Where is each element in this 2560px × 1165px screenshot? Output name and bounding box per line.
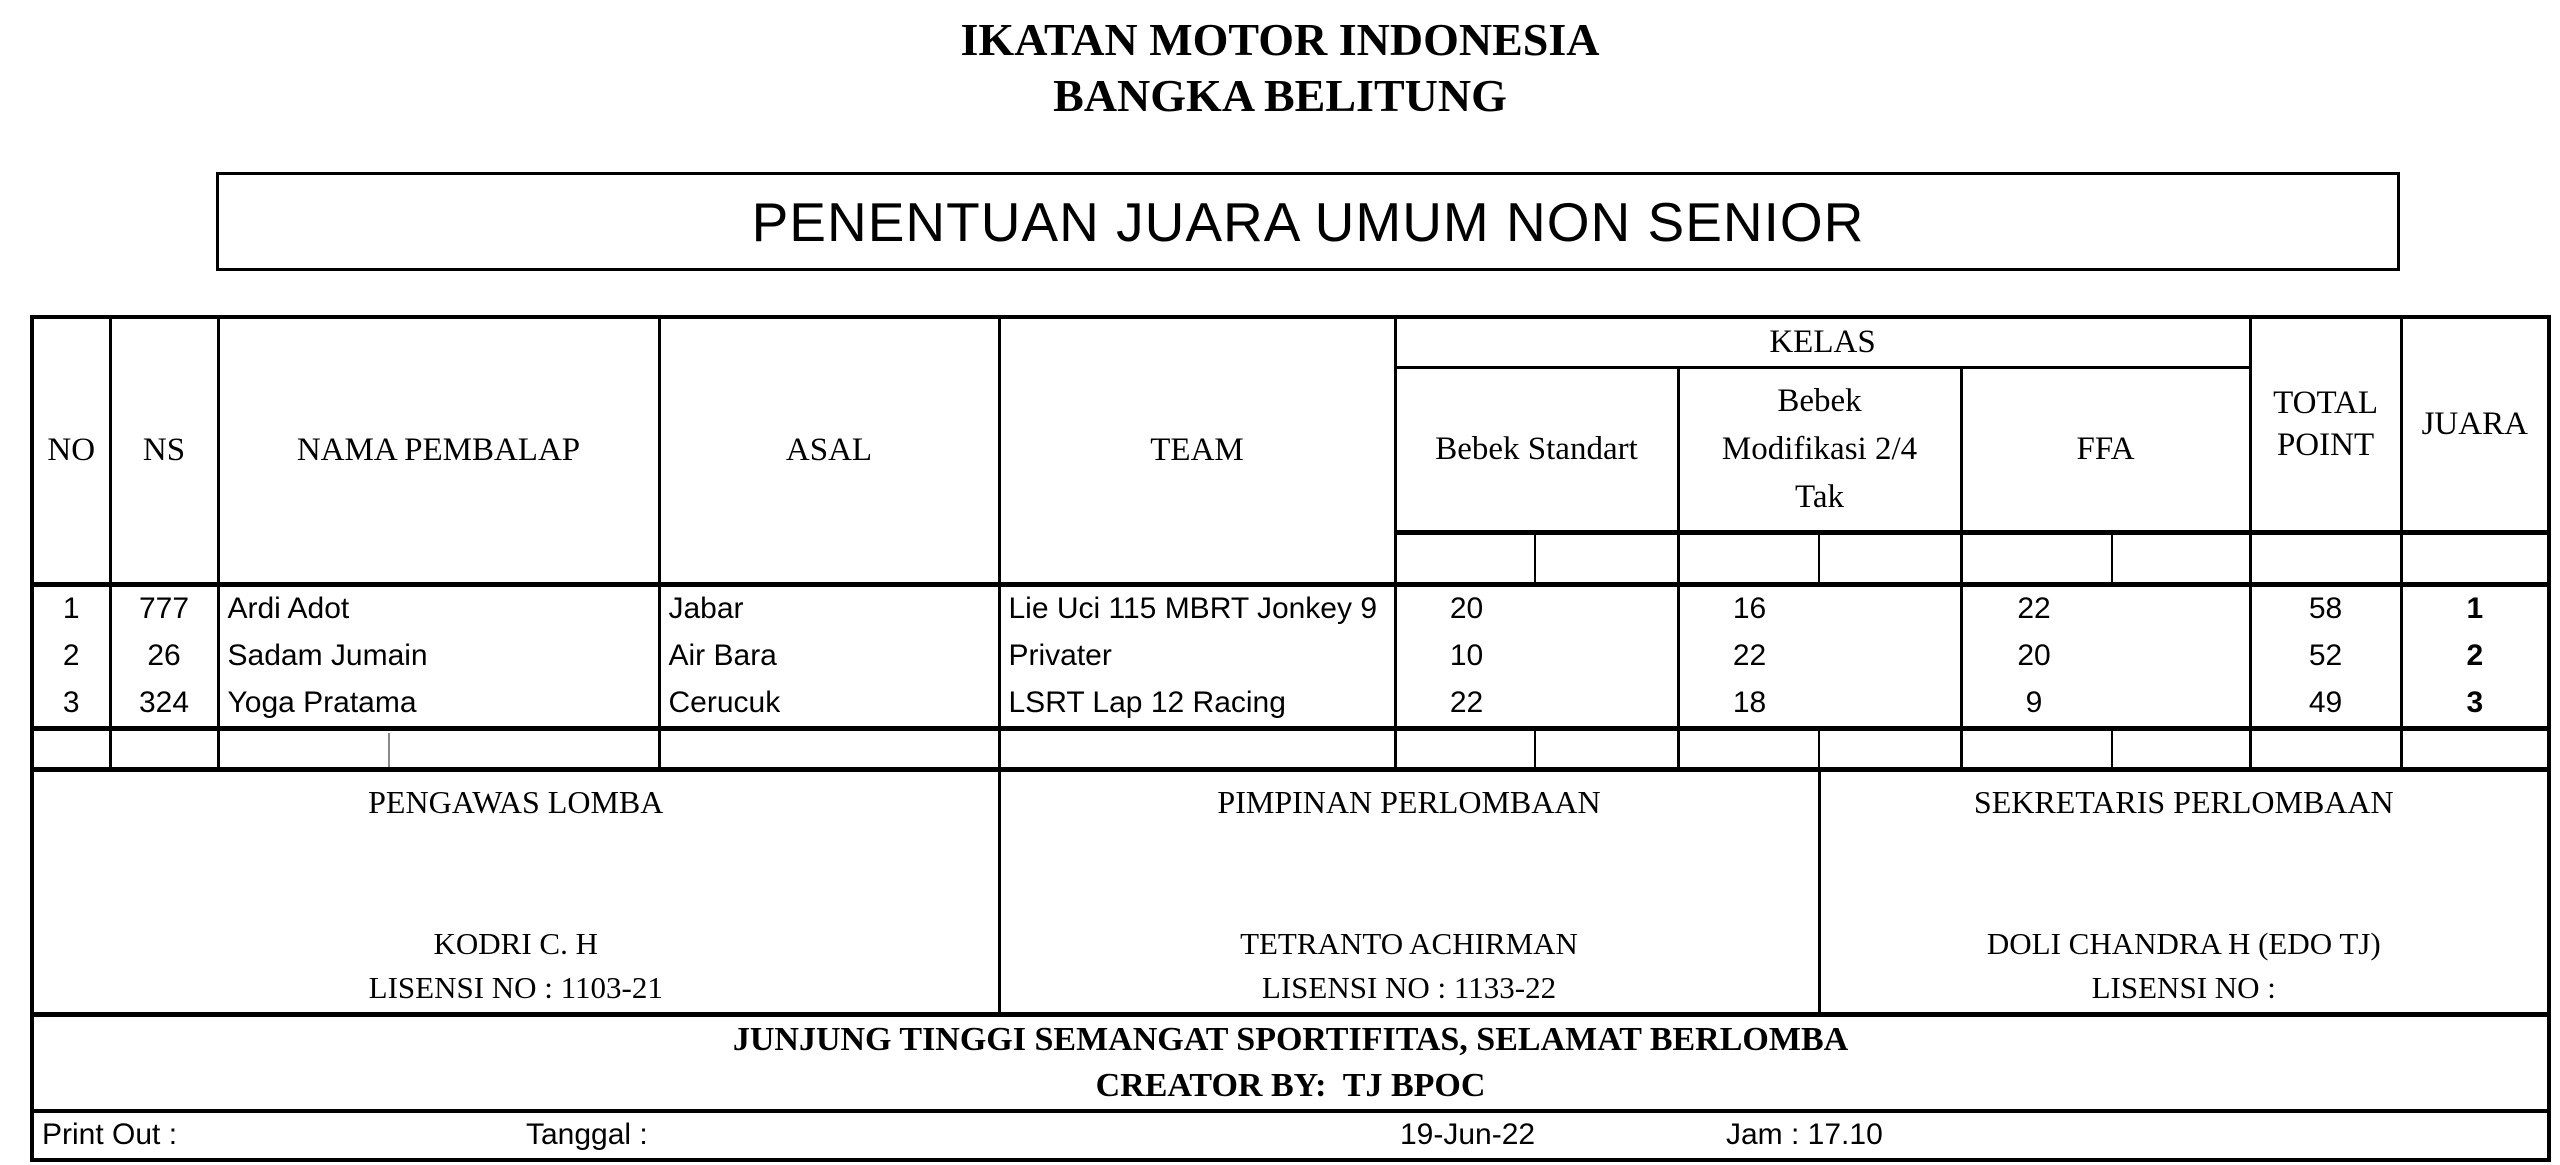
empty-cell (1395, 728, 1535, 769)
cell-bebek-standart: 20 (1395, 584, 1678, 632)
cell-no: 1 (32, 584, 110, 632)
cell-nama: Ardi Adot (218, 584, 659, 632)
cell-nama: Sadam Jumain (218, 632, 659, 680)
table-row (32, 632, 2549, 680)
cell-asal: Cerucuk (659, 680, 999, 728)
header-row-kelas (32, 317, 2549, 367)
cell-asal: Air Bara (659, 632, 999, 680)
empty-cell (1535, 532, 1678, 584)
empty-cell (999, 728, 1395, 769)
col-header-kelas: KELAS (1395, 317, 2250, 367)
motto-cell (32, 1014, 2549, 1111)
cell-ffa: 20 (1961, 632, 2250, 680)
subdivider-row-bottom (32, 728, 2549, 769)
cell-bebek-standart: 22 (1395, 680, 1678, 728)
col-header-no: NO (32, 317, 110, 584)
empty-cell (1819, 728, 1961, 769)
empty-cell (659, 728, 999, 769)
empty-cell (2112, 728, 2250, 769)
org-name: IKATAN MOTOR INDONESIA (960, 14, 1600, 65)
signature-title: PIMPINAN PERLOMBAAN (1217, 783, 1601, 820)
cell-team: Privater (999, 632, 1395, 680)
cell-total-point: 52 (2250, 632, 2401, 680)
empty-cell (2250, 728, 2401, 769)
cell-total-point: 49 (2250, 680, 2401, 728)
cell-asal: Jabar (659, 584, 999, 632)
cell-bebek-standart: 10 (1395, 632, 1678, 680)
table-row (32, 680, 2549, 728)
cell-no: 2 (32, 632, 110, 680)
empty-cell (2401, 728, 2549, 769)
signature-block-pimpinan (999, 769, 1819, 1014)
empty-cell (1819, 532, 1961, 584)
creator-text: CREATOR BY: TJ BPOC (1095, 1066, 1486, 1104)
cell-ffa: 9 (1961, 680, 2250, 728)
signature-name: KODRI C. H (433, 925, 598, 961)
signature-title: SEKRETARIS PERLOMBAAN (1973, 783, 2394, 820)
empty-cell (1395, 532, 1535, 584)
col-header-bebek-standart: Bebek Standart (1395, 367, 1678, 532)
empty-cell (110, 728, 218, 769)
empty-cell (32, 728, 110, 769)
cell-bebek-modifikasi: 22 (1678, 632, 1961, 680)
cell-ffa: 22 (1961, 584, 2250, 632)
page-title: PENENTUAN JUARA UMUM NON SENIOR (751, 190, 1865, 253)
signature-name: TETRANTO ACHIRMAN (1240, 925, 1578, 961)
org-region: BANGKA BELITUNG (1053, 70, 1507, 121)
signature-name: DOLI CHANDRA H (EDO TJ) (1986, 925, 2381, 961)
empty-cell (2250, 532, 2401, 584)
empty-cell (1678, 728, 1819, 769)
results-table (30, 315, 2551, 1162)
col-header-ffa: FFA (1961, 367, 2250, 532)
motto-text: JUNJUNG TINGGI SEMANGAT SPORTIFITAS, SELAMAT BERLOMBA (732, 1020, 1849, 1058)
table-row (32, 584, 2549, 632)
col-header-total-point: TOTAL POINT (2250, 317, 2401, 532)
printout-row (32, 1111, 2549, 1160)
empty-cell (2401, 532, 2549, 584)
cell-no: 3 (32, 680, 110, 728)
cell-juara: 1 (2401, 584, 2549, 632)
signature-license: LISENSI NO : (2091, 969, 2276, 1005)
cell-nama: Yoga Pratama (218, 680, 659, 728)
empty-cell (2112, 532, 2250, 584)
signature-license: LISENSI NO : 1103-21 (368, 969, 663, 1005)
empty-cell (1678, 532, 1819, 584)
col-header-asal: ASAL (659, 317, 999, 584)
cell-ns: 26 (110, 632, 218, 680)
col-header-juara: JUARA (2401, 317, 2549, 532)
motto-row (32, 1014, 2549, 1111)
org-header (0, 12, 2560, 124)
cell-juara: 3 (2401, 680, 2549, 728)
text-cursor-artifact (388, 733, 390, 769)
cell-ns: 777 (110, 584, 218, 632)
print-time: Jam : 17.10 (1726, 1118, 1883, 1151)
cell-bebek-modifikasi: 18 (1678, 680, 1961, 728)
empty-cell (1535, 728, 1678, 769)
empty-cell (1961, 532, 2112, 584)
tanggal-label: Tanggal : (526, 1118, 648, 1151)
cell-juara: 2 (2401, 632, 2549, 680)
col-header-ns: NS (110, 317, 218, 584)
cell-bebek-modifikasi: 16 (1678, 584, 1961, 632)
col-header-team: TEAM (999, 317, 1395, 584)
signature-block-pengawas (32, 769, 999, 1014)
signature-license: LISENSI NO : 1133-22 (1261, 969, 1557, 1005)
signature-title: PENGAWAS LOMBA (368, 783, 664, 820)
empty-cell (218, 728, 659, 769)
print-out-label: Print Out : (42, 1118, 178, 1151)
signature-row (32, 769, 2549, 1014)
print-date: 19-Jun-22 (1400, 1118, 1536, 1151)
col-header-bebek-modifikasi: Bebek Modifikasi 2/4 Tak (1678, 367, 1961, 532)
empty-cell (1961, 728, 2112, 769)
signature-block-sekretaris (1819, 769, 2549, 1014)
col-header-nama: NAMA PEMBALAP (218, 317, 659, 584)
cell-team: Lie Uci 115 MBRT Jonkey 9 (999, 584, 1395, 632)
cell-team: LSRT Lap 12 Racing (999, 680, 1395, 728)
printout-cell (32, 1111, 2549, 1160)
cell-total-point: 58 (2250, 584, 2401, 632)
title-box (216, 172, 2400, 271)
cell-ns: 324 (110, 680, 218, 728)
